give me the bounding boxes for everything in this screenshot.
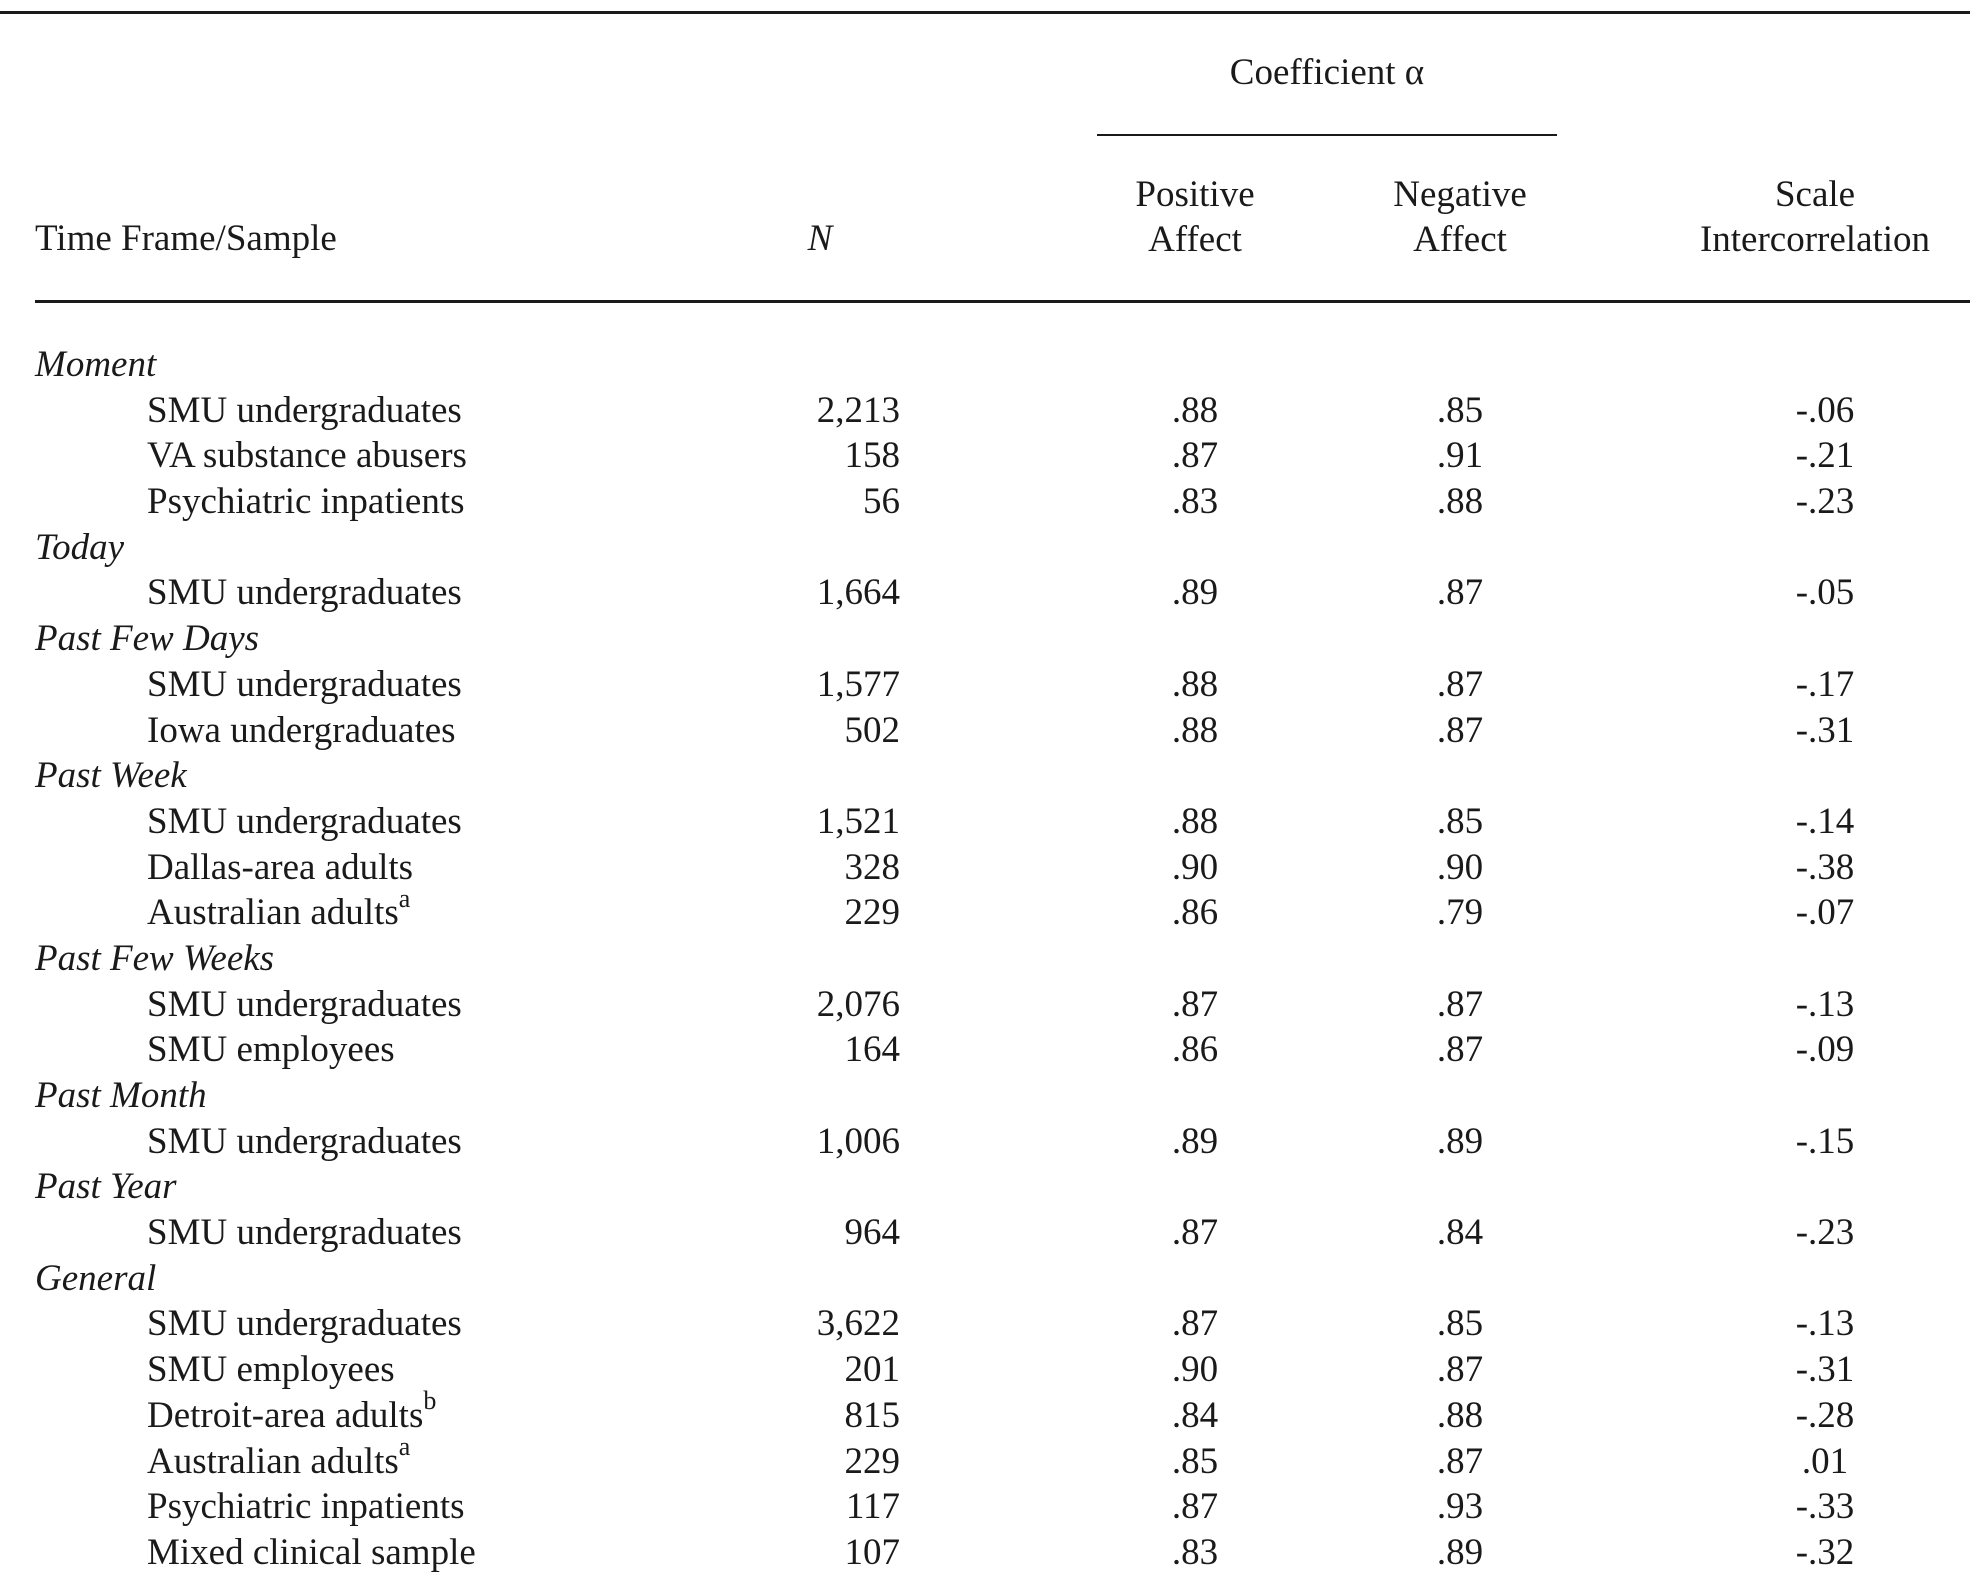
scale-intercorrelation-cell-text: -.05: [1795, 572, 1855, 614]
scale-intercorrelation-cell-text: -.14: [1795, 800, 1855, 842]
sample-label: [147, 388, 462, 434]
sample-label-text: Mixed clinical sample: [147, 1531, 476, 1573]
sample-label: [147, 1432, 411, 1485]
group-heading-row: [0, 342, 1970, 388]
sample-label: [147, 479, 465, 525]
n-cell-text: 502: [844, 709, 900, 751]
positive-affect-cell: [1085, 479, 1305, 525]
table-row: [0, 570, 1970, 616]
time-frame-label-text: Past Few Weeks: [35, 937, 275, 979]
positive-affect-cell-text: .86: [1171, 892, 1219, 934]
n-cell: [700, 662, 900, 708]
sample-label: [147, 1210, 462, 1256]
negative-affect-cell-text: .87: [1436, 1029, 1484, 1071]
table-row: [0, 1530, 1970, 1576]
scale-intercorrelation-cell: [1700, 1210, 1950, 1256]
negative-affect-cell: [1350, 982, 1570, 1028]
sample-label-text: SMU employees: [147, 1029, 395, 1071]
negative-affect-header-line2: Affect: [1413, 219, 1507, 260]
negative-affect-cell-text: .87: [1436, 1440, 1484, 1482]
negative-affect-cell: [1350, 1530, 1570, 1576]
footnote-marker: b: [423, 1386, 437, 1416]
n-cell: [700, 890, 900, 936]
group-heading-row: [0, 1073, 1970, 1119]
negative-affect-cell-text: .88: [1436, 1394, 1484, 1436]
table-row: [0, 883, 1970, 936]
n-cell: [700, 1210, 900, 1256]
group-heading-row: [0, 525, 1970, 571]
n-cell-text: 328: [844, 846, 900, 888]
positive-affect-cell: [1085, 388, 1305, 434]
positive-affect-cell: [1085, 1119, 1305, 1165]
n-cell-text: 201: [844, 1349, 900, 1391]
n-cell-text: 229: [844, 1440, 900, 1482]
negative-affect-cell-text: .87: [1436, 709, 1484, 751]
scale-intercorrelation-cell-text: -.13: [1795, 983, 1855, 1025]
n-cell: [700, 1119, 900, 1165]
group-heading-row: [0, 616, 1970, 662]
table-row: [0, 479, 1970, 525]
negative-affect-cell-text: .88: [1436, 481, 1484, 523]
negative-affect-cell-text: .90: [1436, 846, 1484, 888]
time-frame-label: [35, 616, 259, 662]
negative-affect-cell: [1350, 890, 1570, 936]
scale-intercorrelation-cell: [1700, 845, 1950, 891]
n-cell-text: 1,664: [816, 572, 900, 614]
scale-intercorrelation-cell: [1700, 479, 1950, 525]
scale-intercorrelation-cell-text: -.38: [1795, 846, 1855, 888]
time-frame-label-text: General: [35, 1257, 157, 1299]
time-frame-label: [35, 936, 274, 982]
sample-label-text: SMU undergraduates: [147, 572, 462, 614]
positive-affect-cell-text: .89: [1171, 572, 1219, 614]
group-heading-row: [0, 1256, 1970, 1302]
time-frame-label-text: Moment: [35, 344, 157, 385]
sample-label: [147, 1484, 465, 1530]
table-row: [0, 1484, 1970, 1530]
n-cell: [700, 1530, 900, 1576]
sample-label-text: VA substance abusers: [147, 435, 467, 477]
n-cell: [700, 433, 900, 479]
n-cell-text: 107: [844, 1531, 900, 1573]
positive-affect-header-line1: Positive: [1135, 174, 1255, 215]
sample-label-text: Psychiatric inpatients: [147, 481, 465, 523]
table-row: [0, 1432, 1970, 1485]
positive-affect-cell-text: .87: [1171, 1303, 1219, 1345]
positive-affect-cell-text: .88: [1171, 800, 1219, 842]
time-frame-label-text: Past Year: [35, 1166, 177, 1208]
n-cell: [700, 388, 900, 434]
positive-affect-cell: [1085, 1393, 1305, 1439]
n-cell-text: 229: [844, 892, 900, 934]
scale-intercorrelation-cell-text: -.28: [1795, 1394, 1855, 1436]
n-cell: [700, 708, 900, 754]
sample-label: [147, 1027, 395, 1073]
sample-label: [147, 1119, 462, 1165]
sample-label: [147, 982, 462, 1028]
table-row: [0, 799, 1970, 845]
positive-affect-cell: [1085, 708, 1305, 754]
n-cell-text: 158: [844, 435, 900, 477]
positive-affect-cell: [1085, 1347, 1305, 1393]
time-frame-label: [35, 1073, 207, 1119]
time-frame-label-text: Past Month: [35, 1075, 207, 1116]
sample-label: [147, 708, 456, 754]
sample-label-text: Detroit-area adults: [147, 1394, 424, 1436]
positive-affect-cell: [1085, 890, 1305, 936]
sample-label: [147, 1301, 462, 1347]
sample-label: [147, 570, 462, 616]
positive-affect-cell-text: .87: [1171, 435, 1219, 477]
footnote-marker: a: [398, 883, 411, 913]
negative-affect-cell: [1350, 1210, 1570, 1256]
negative-affect-cell: [1350, 570, 1570, 616]
n-cell: [700, 1301, 900, 1347]
negative-affect-cell: [1350, 1393, 1570, 1439]
scale-intercorrelation-cell-text: -.21: [1795, 435, 1855, 477]
sample-label-text: SMU undergraduates: [147, 1212, 462, 1254]
scale-intercorrelation-cell: [1700, 1119, 1950, 1165]
scale-intercorrelation-cell: [1700, 890, 1950, 936]
table-row: [0, 433, 1970, 479]
positive-affect-cell-text: .86: [1171, 1029, 1219, 1071]
positive-affect-cell-text: .89: [1171, 1120, 1219, 1162]
negative-affect-cell-text: .89: [1436, 1531, 1484, 1573]
positive-affect-cell-text: .87: [1171, 983, 1219, 1025]
positive-affect-cell: [1085, 1530, 1305, 1576]
n-cell: [700, 1439, 900, 1485]
scale-intercorrelation-cell-text: -.23: [1795, 1212, 1855, 1254]
table-row: [0, 708, 1970, 754]
sample-label: [147, 799, 462, 845]
positive-affect-cell-text: .83: [1171, 1531, 1219, 1573]
scale-intercorrelation-cell: [1700, 1301, 1950, 1347]
header-rule: [35, 300, 1970, 303]
sample-label-text: Australian adults: [147, 892, 399, 934]
sample-label-text: SMU undergraduates: [147, 800, 462, 842]
sample-label: [147, 1530, 476, 1576]
positive-affect-cell-text: .85: [1171, 1440, 1219, 1482]
negative-affect-cell: [1350, 708, 1570, 754]
positive-affect-cell-text: .90: [1171, 846, 1219, 888]
scale-intercorrelation-header: [1665, 172, 1965, 262]
positive-affect-cell: [1085, 845, 1305, 891]
scale-intercorrelation-cell-text: .01: [1801, 1440, 1849, 1482]
scale-intercorrelation-cell-text: -.09: [1795, 1029, 1855, 1071]
table-row: [0, 1027, 1970, 1073]
n-cell-text: 815: [844, 1394, 900, 1436]
positive-affect-cell-text: .88: [1171, 389, 1219, 431]
negative-affect-cell: [1350, 1119, 1570, 1165]
scale-intercorrelation-cell: [1700, 433, 1950, 479]
scale-intercorrelation-cell: [1700, 982, 1950, 1028]
n-cell: [700, 1393, 900, 1439]
negative-affect-cell-text: .79: [1436, 892, 1484, 934]
n-cell: [700, 982, 900, 1028]
negative-affect-cell-text: .87: [1436, 1349, 1484, 1391]
positive-affect-cell-text: .90: [1171, 1349, 1219, 1391]
scale-intercorrelation-cell-text: -.31: [1795, 1349, 1855, 1391]
scale-intercorrelation-cell-text: -.13: [1795, 1303, 1855, 1345]
scale-intercorrelation-cell: [1700, 799, 1950, 845]
negative-affect-header-line1: Negative: [1393, 174, 1527, 215]
n-cell-text: 2,076: [816, 983, 900, 1025]
table-row: [0, 982, 1970, 1028]
negative-affect-cell-text: .85: [1436, 800, 1484, 842]
scale-intercorrelation-cell-text: -.06: [1795, 389, 1855, 431]
time-frame-label: [35, 342, 156, 388]
sample-label: [147, 433, 467, 479]
scale-intercorrelation-cell: [1700, 388, 1950, 434]
negative-affect-cell-text: .84: [1436, 1212, 1484, 1254]
scale-intercorrelation-cell: [1700, 1027, 1950, 1073]
sample-label: [147, 845, 413, 891]
sample-label-text: Iowa undergraduates: [147, 709, 456, 751]
positive-affect-cell-text: .88: [1171, 663, 1219, 705]
positive-affect-cell: [1085, 1027, 1305, 1073]
scale-intercorrelation-cell-text: -.32: [1795, 1531, 1855, 1573]
group-heading-row: [0, 753, 1970, 799]
n-cell-text: 1,521: [816, 800, 900, 842]
negative-affect-cell-text: .85: [1436, 1303, 1484, 1345]
time-frame-label: [35, 1256, 156, 1302]
time-frame-label-text: Past Few Days: [35, 618, 260, 660]
group-heading-row: [0, 1164, 1970, 1210]
scale-intercorrelation-cell-text: -.23: [1795, 481, 1855, 523]
n-cell: [700, 799, 900, 845]
scale-intercorrelation-cell-text: -.07: [1795, 892, 1855, 934]
negative-affect-cell-text: .87: [1436, 663, 1484, 705]
table-row: [0, 845, 1970, 891]
negative-affect-cell: [1350, 662, 1570, 708]
negative-affect-cell-text: .91: [1436, 435, 1484, 477]
scale-intercorrelation-cell-text: -.33: [1795, 1486, 1855, 1528]
positive-affect-cell: [1085, 1484, 1305, 1530]
negative-affect-cell: [1350, 1027, 1570, 1073]
scale-intercorrelation-cell: [1700, 1484, 1950, 1530]
negative-affect-cell: [1350, 1301, 1570, 1347]
scale-intercorrelation-cell: [1700, 1439, 1950, 1485]
coefficient-span-rule: [1097, 134, 1557, 136]
n-header: N: [807, 218, 833, 259]
coefficient-alpha-header: Coefficient α: [1229, 52, 1425, 93]
sample-label-text: SMU employees: [147, 1349, 395, 1391]
sample-label-text: Dallas-area adults: [147, 846, 414, 888]
positive-affect-cell-text: .84: [1171, 1394, 1219, 1436]
negative-affect-cell-text: .87: [1436, 983, 1484, 1025]
positive-affect-cell: [1085, 982, 1305, 1028]
scale-intercorrelation-cell: [1700, 708, 1950, 754]
time-frame-sample-header: Time Frame/Sample: [35, 218, 337, 259]
scale-intercorrelation-cell: [1700, 1347, 1950, 1393]
time-frame-label: [35, 1164, 177, 1210]
negative-affect-cell: [1350, 1347, 1570, 1393]
n-cell: [700, 845, 900, 891]
positive-affect-cell: [1085, 570, 1305, 616]
sample-label-text: Psychiatric inpatients: [147, 1486, 465, 1528]
scale-intercorrelation-cell: [1700, 1530, 1950, 1576]
positive-affect-cell-text: .87: [1171, 1212, 1219, 1254]
negative-affect-cell: [1350, 388, 1570, 434]
table-row: [0, 388, 1970, 434]
table-row: [0, 1386, 1970, 1439]
n-cell-text: 3,622: [816, 1303, 900, 1345]
positive-affect-cell: [1085, 799, 1305, 845]
negative-affect-cell: [1350, 433, 1570, 479]
sample-label: [147, 1347, 395, 1393]
top-rule: [0, 11, 1970, 14]
positive-affect-cell: [1085, 1301, 1305, 1347]
positive-affect-header: [1090, 172, 1300, 262]
scale-intercorrelation-header-line2: Intercorrelation: [1699, 219, 1931, 260]
n-cell-text: 1,006: [816, 1120, 900, 1162]
scale-intercorrelation-cell: [1700, 662, 1950, 708]
sample-label-text: SMU undergraduates: [147, 1303, 462, 1345]
negative-affect-cell: [1350, 845, 1570, 891]
n-cell-text: 164: [844, 1029, 900, 1071]
sample-label: [147, 1386, 437, 1439]
positive-affect-header-line2: Affect: [1148, 219, 1242, 260]
positive-affect-cell: [1085, 662, 1305, 708]
n-cell-text: 56: [863, 481, 900, 523]
scale-intercorrelation-cell: [1700, 570, 1950, 616]
negative-affect-cell: [1350, 799, 1570, 845]
scale-intercorrelation-cell-text: -.17: [1795, 663, 1855, 705]
time-frame-label: [35, 525, 124, 571]
scale-intercorrelation-cell: [1700, 1393, 1950, 1439]
sample-label: [147, 662, 462, 708]
table-row: [0, 1119, 1970, 1165]
sample-label-text: SMU undergraduates: [147, 663, 462, 705]
n-cell-text: 1,577: [816, 663, 900, 705]
positive-affect-cell: [1085, 433, 1305, 479]
negative-affect-cell-text: .87: [1436, 572, 1484, 614]
table-row: [0, 662, 1970, 708]
negative-affect-cell: [1350, 479, 1570, 525]
n-cell: [700, 570, 900, 616]
sample-label-text: SMU undergraduates: [147, 1120, 462, 1162]
time-frame-label: [35, 753, 187, 799]
n-cell: [700, 1027, 900, 1073]
table-row: [0, 1210, 1970, 1256]
sample-label-text: SMU undergraduates: [147, 983, 462, 1025]
sample-label-text: Australian adults: [147, 1440, 399, 1482]
n-cell-text: 964: [844, 1212, 900, 1254]
time-frame-label-text: Today: [35, 526, 125, 568]
scale-intercorrelation-cell-text: -.15: [1795, 1120, 1855, 1162]
sample-label-text: SMU undergraduates: [147, 389, 462, 431]
negative-affect-cell-text: .89: [1436, 1120, 1484, 1162]
footnote-marker: a: [398, 1432, 411, 1462]
n-cell: [700, 1484, 900, 1530]
negative-affect-cell: [1350, 1484, 1570, 1530]
group-heading-row: [0, 936, 1970, 982]
table-body: [0, 342, 1970, 1576]
n-cell-text: 117: [845, 1486, 900, 1528]
n-cell-text: 2,213: [816, 389, 900, 431]
table-row: [0, 1347, 1970, 1393]
positive-affect-cell: [1085, 1439, 1305, 1485]
positive-affect-cell-text: .83: [1171, 481, 1219, 523]
positive-affect-cell: [1085, 1210, 1305, 1256]
negative-affect-cell: [1350, 1439, 1570, 1485]
n-cell: [700, 479, 900, 525]
n-cell: [700, 1347, 900, 1393]
negative-affect-cell-text: .85: [1436, 389, 1484, 431]
time-frame-label-text: Past Week: [35, 755, 187, 797]
negative-affect-cell-text: .93: [1436, 1486, 1484, 1528]
table-row: [0, 1301, 1970, 1347]
positive-affect-cell-text: .87: [1171, 1486, 1219, 1528]
sample-label: [147, 883, 411, 936]
scale-intercorrelation-cell-text: -.31: [1795, 709, 1855, 751]
scale-intercorrelation-header-line1: Scale: [1774, 174, 1856, 215]
negative-affect-header: [1355, 172, 1565, 262]
positive-affect-cell-text: .88: [1171, 709, 1219, 751]
